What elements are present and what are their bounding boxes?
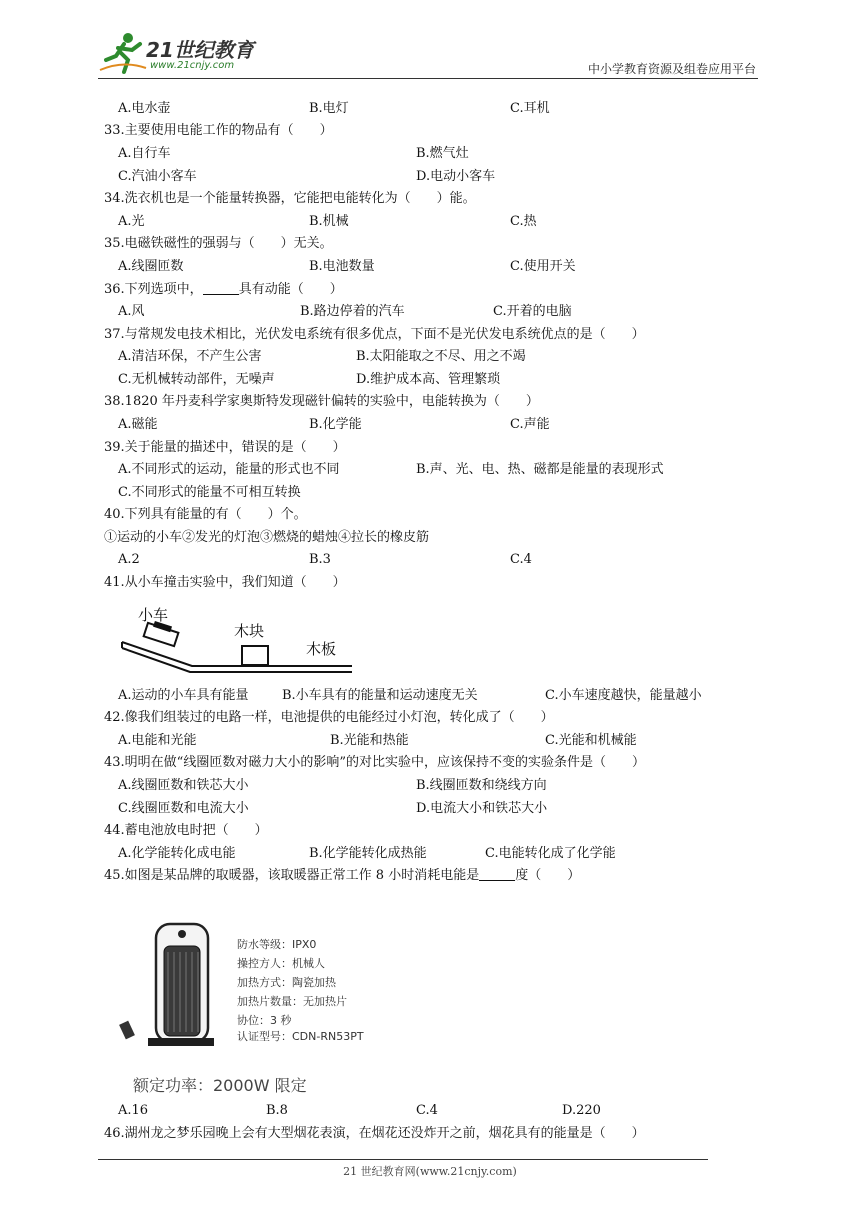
spec-control: 操控方人：机械人 [237,957,325,970]
q37-stem: 37.与常规发电技术相比，光伏发电系统有很多优点，下面不是光伏发电系统优点的是（ ） [104,327,645,342]
q33-option-b: B.燃气灶 [416,146,469,161]
figure-block-label: 木块 [234,622,265,640]
header-divider [98,78,758,79]
q42-option-c: C.光能和机械能 [545,733,637,748]
spec-position: 协位：3 秒 [237,1014,292,1027]
spec-heating-mode: 加热方式：陶瓷加热 [237,976,336,989]
q38-option-a: A.磁能 [118,417,158,432]
q43-option-b: B.线圈匝数和绕线方向 [416,778,547,793]
q40-option-a: A.2 [118,552,140,567]
q41-stem: 41.从小车撞击实验中，我们知道（ ） [104,575,346,590]
q36-option-a: A.风 [118,304,145,319]
q35-option-b: B.电池数量 [309,259,375,274]
q40-option-b: B.3 [309,552,331,567]
q43-stem: 43.明明在做“线圈匝数对磁力大小的影响”的对比实验中，应该保持不变的实验条件是（ ） [104,755,645,770]
q43-option-d: D.电流大小和铁芯大小 [416,801,548,816]
q34-option-b: B.机械 [309,214,349,229]
car-ramp-diagram [116,600,366,676]
logo-url: www.21cnjy.com [150,60,235,71]
q35-option-c: C.使用开关 [510,259,576,274]
q44-stem: 44.蓄电池放电时把（ ） [104,823,268,838]
q45-option-b: B.8 [266,1103,288,1118]
q43-option-c: C.线圈匝数和电流大小 [118,801,249,816]
q41-option-b: B.小车具有的能量和运动速度无关 [282,688,478,703]
q32-option-c: C.耳机 [510,101,550,116]
spec-waterproof: 防水等级：IPX0 [237,938,317,951]
q34-option-c: C.热 [510,214,537,229]
q41-option-c: C.小车速度越快，能量越小 [545,688,702,703]
car-shape [144,619,180,646]
platform-title: 中小学教育资源及组卷应用平台 [587,62,756,76]
figure-car-label: 小车 [138,606,169,624]
q33-option-d: D.电动小客车 [416,169,496,184]
q36-option-b: B.路边停着的汽车 [300,304,405,319]
q46-stem: 46.湖州龙之梦乐园晚上会有大型烟花表演，在烟花还没炸开之前，烟花具有的能量是（ ） [104,1126,645,1141]
q32-option-b: B.电灯 [309,101,349,116]
q40-stem: 40.下列具有能量的有（ ）个。 [104,507,307,522]
q42-stem: 42.像我们组装过的电路一样，电池提供的电能经过小灯泡，转化成了（ ） [104,710,554,725]
q45-stem-before: 45.如图是某品牌的取暖器，该取暖器正常工作 8 小时消耗电能是 [104,868,480,883]
q45-stem [104,866,580,886]
q45-stem-after: 度（ ） [515,868,581,883]
q38-option-b: B.化学能 [309,417,362,432]
q45-option-a: A.16 [118,1103,149,1118]
site-logo [98,30,268,76]
q41-option-a: A.运动的小车具有能量 [118,688,249,703]
figure-board-label: 木板 [306,640,337,658]
q33-stem: 33.主要使用电能工作的物品有（ ） [104,123,333,138]
q40-items: ①运动的小车②发光的灯泡③燃烧的蜡烛④拉长的橡皮筋 [104,530,430,545]
q33-option-a: A.自行车 [118,146,171,161]
heater-image [118,918,218,1050]
q39-option-b: B.声、光、电、热、磁都是能量的表现形式 [416,462,664,477]
q35-stem: 35.电磁铁磁性的强弱与（ ）无关。 [104,236,333,251]
q36-stem [104,280,343,300]
q42-option-b: B.光能和热能 [330,733,409,748]
q44-option-c: C.电能转化成了化学能 [485,846,616,861]
q36-blank [203,280,239,295]
q45-blank [479,866,515,881]
q45-option-c: C.4 [416,1103,438,1118]
footer-text: 21 世纪教育网(www.21cnjy.com) [343,1165,517,1178]
q39-option-a: A.不同形式的运动，能量的形式也不同 [118,462,340,477]
q38-stem: 38.1820 年丹麦科学家奥斯特发现磁针偏转的实验中，电能转换为（ ） [104,394,539,409]
q38-option-c: C.声能 [510,417,550,432]
rated-power: 额定功率：2000W 限定 [133,1076,307,1095]
q39-option-c: C.不同形式的能量不可相互转换 [118,485,301,500]
q37-option-a: A.清洁环保，不产生公害 [118,349,262,364]
q37-option-d: D.维护成本高、管理繁琐 [356,372,501,387]
q43-option-a: A.线圈匝数和铁芯大小 [118,778,249,793]
q36-option-c: C.开着的电脑 [493,304,572,319]
q39-stem: 39.关于能量的描述中，错误的是（ ） [104,440,346,455]
q32-option-a: A.电水壶 [118,101,171,116]
logo-text: 21世纪教育 [146,38,254,62]
q34-option-a: A.光 [118,214,145,229]
footer-divider [98,1159,708,1160]
wood-block-shape [242,646,268,665]
runner-logo-icon [98,30,148,76]
q44-option-b: B.化学能转化成热能 [309,846,427,861]
spec-model: 认证型号：CDN-RN53PT [237,1030,364,1043]
q36-stem-after: 具有动能（ ） [238,282,343,297]
q37-option-b: B.太阳能取之不尽、用之不竭 [356,349,526,364]
q45-option-d: D.220 [562,1103,601,1118]
q42-option-a: A.电能和光能 [118,733,197,748]
q36-stem-before: 36.下列选项中， [104,282,203,297]
q33-option-c: C.汽油小客车 [118,169,197,184]
q37-option-c: C.无机械转动部件，无噪声 [118,372,275,387]
q35-option-a: A.线圈匝数 [118,259,184,274]
q34-stem: 34.洗衣机也是一个能量转换器，它能把电能转化为（ ）能。 [104,191,476,206]
spec-heating-plates: 加热片数量：无加热片 [237,995,347,1008]
q40-option-c: C.4 [510,552,532,567]
q44-option-a: A.化学能转化成电能 [118,846,236,861]
